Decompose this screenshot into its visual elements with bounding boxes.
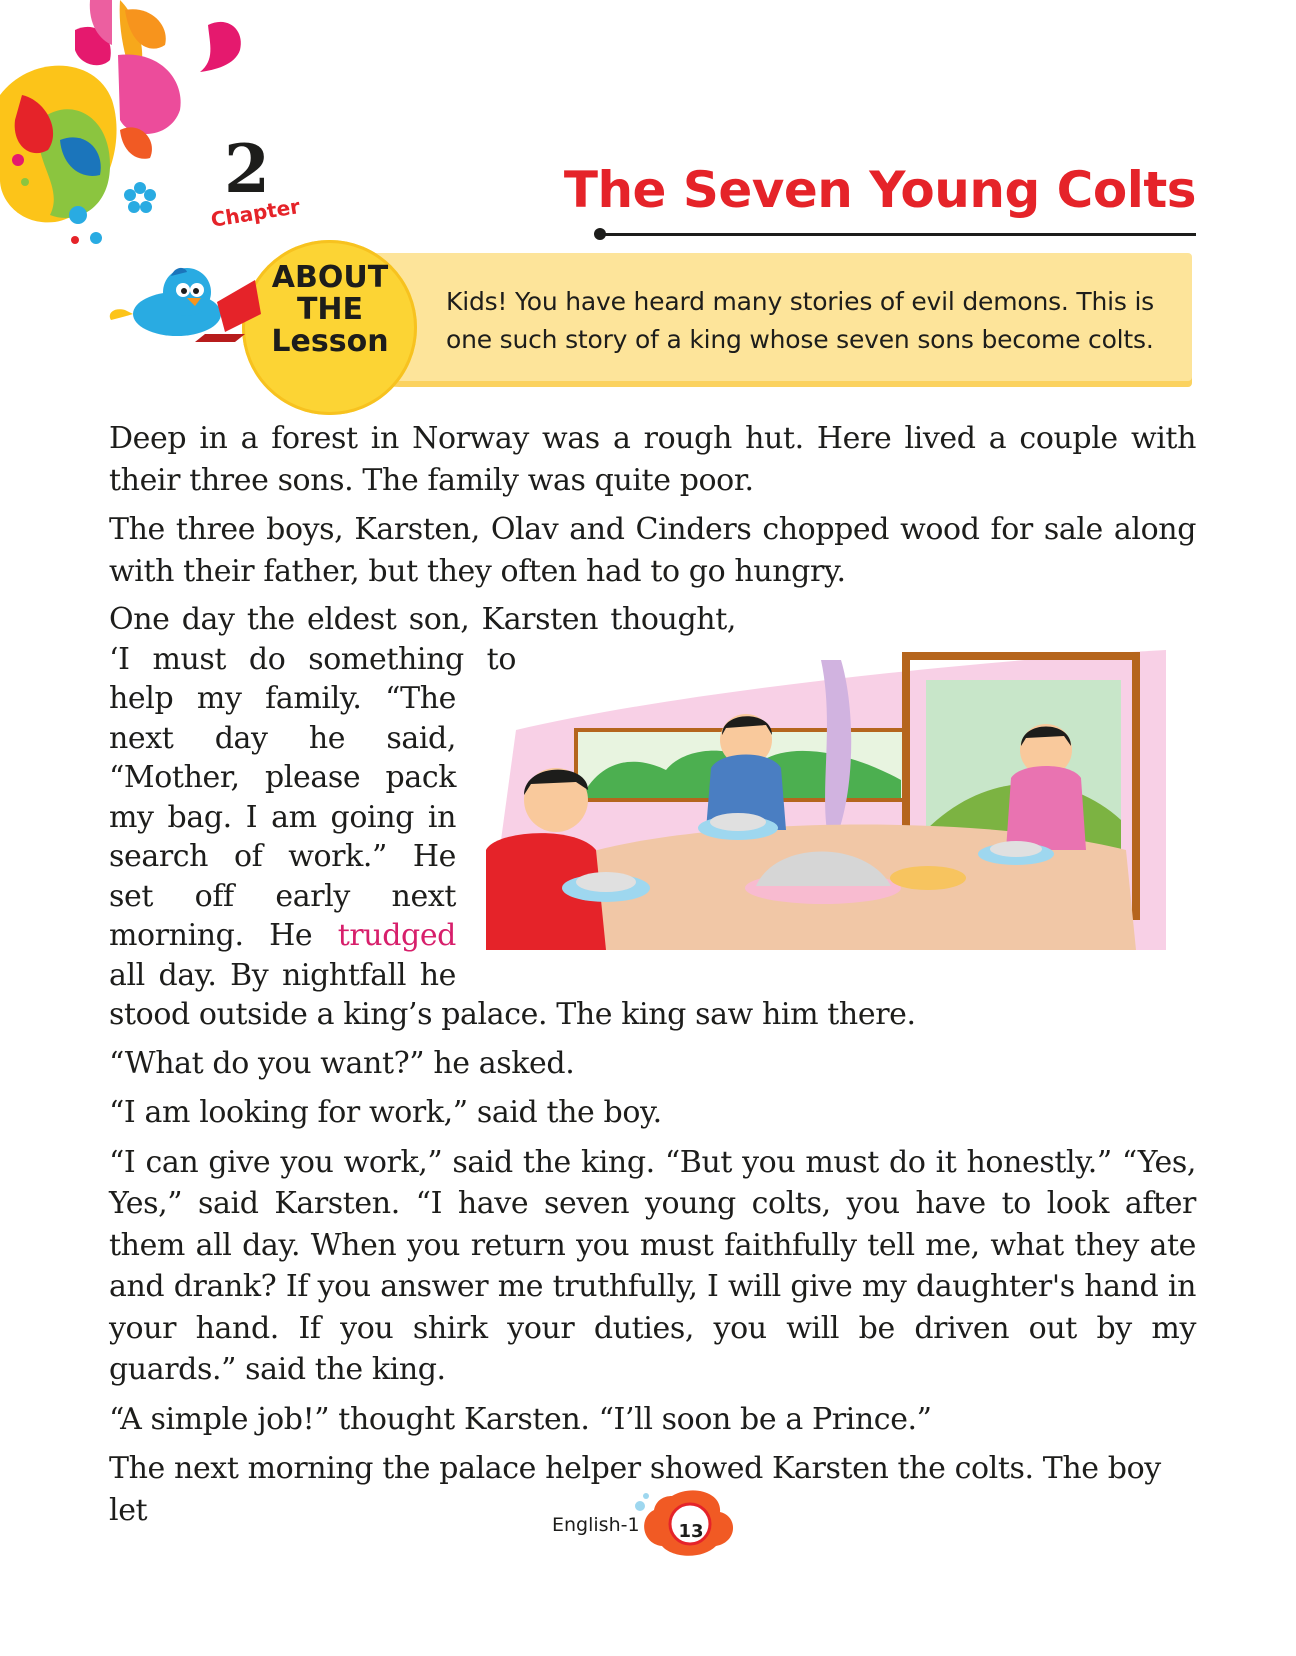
highlighted-word-trudged: trudged [337,918,456,953]
story-paragraph-2: The three boys, Karsten, Olav and Cinders chopped wood for sale along with their father, but they often had to go hungry. [109,512,1196,589]
story-paragraph-3a: One day the eldest son, Karsten thought, ‘I must do something to help my family. “The next day he said, “Mother, please pack my bag. I am going in search of work.” He set off early next morning. He [109,602,736,953]
page-number: 13 [678,1521,704,1542]
chapter-label: Chapter [209,194,302,232]
chapter-number: 2 [224,130,270,208]
about-lesson-text: Kids! You have heard many stories of evil demons. This is one such story of a king whose seven sons become colts. [446,287,1155,354]
title-underline [601,233,1196,236]
about-label-line2: THE [296,292,364,327]
story-paragraph-6: “I can give you work,” said the king. “But you must do it honestly.” “Yes, Yes,” said Karsten. “I have seven young colts, you have to look after them all day. When you return you must faithfully tell me, what they ate and drank? If you answer me truthfully, I will give my daughter's hand in your hand. If you shirk your duties, you will be driven out by my guards.” said the king. [109,1144,1196,1387]
page-title: The Seven Young Colts [563,161,1196,219]
title-underline-dot [594,228,606,240]
about-label-line1: ABOUT [271,260,389,295]
story-paragraph-7: “A simple job!” thought Karsten. “I’ll soon be a Prince.” [109,1401,932,1437]
story-paragraph-8: The next morning the palace helper showed Karsten the colts. The boy let [109,1451,1161,1528]
story-paragraph-3b: all day. By nightfall he stood outside a king’s palace. The king saw him there. [109,957,916,1032]
about-label-line3: Lesson [271,324,389,359]
story-paragraph-4: “What do you want?” he asked. [109,1045,575,1081]
boys-eating-illustration [486,650,1186,1030]
bird-laptop-illustration [105,262,265,352]
footer-book-title: English-1 [552,1514,640,1536]
story-paragraph-5: “I am looking for work,” said the boy. [109,1095,662,1130]
about-lesson-label [250,262,410,358]
story-paragraph-1: Deep in a forest in Norway was a rough hut. Here lived a couple with their three sons. The family was quite poor. [109,421,1196,498]
